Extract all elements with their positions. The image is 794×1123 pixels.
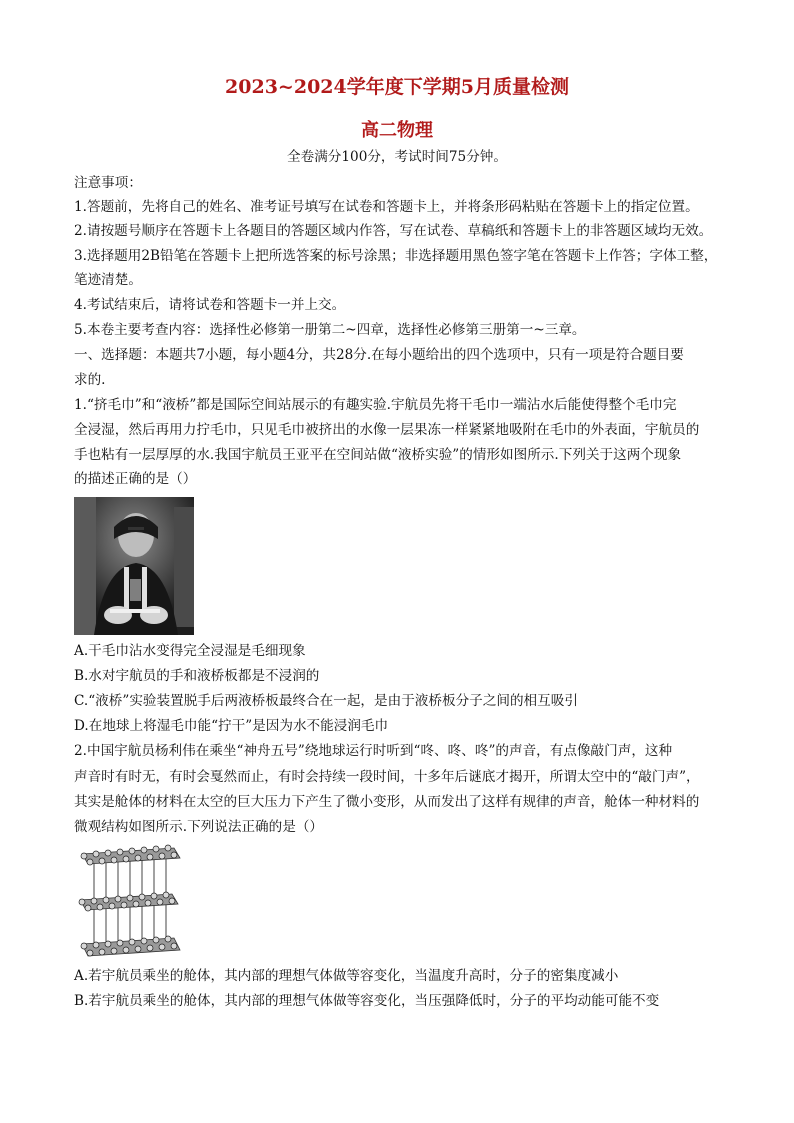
note-item-1: 1.答题前，先将自己的姓名、准考证号填写在试卷和答题卡上，并将条形码粘贴在答题卡上的指定位置。 xyxy=(74,199,699,215)
crystal-lattice-diagram xyxy=(74,842,186,960)
exam-title: 2023~2024学年度下学期5月质量检测 xyxy=(225,76,569,98)
section-1-instructions-cont: 求的. xyxy=(74,372,106,388)
note-item-4: 4.考试结束后，请将试卷和答题卡一并上交。 xyxy=(74,297,346,313)
notes-heading: 注意事项： xyxy=(74,175,142,191)
question-1-option-c: C.“液桥”实验装置脱手后两液桥板最终合在一起，是由于液桥板分子之间的相互吸引 xyxy=(74,693,578,709)
note-item-3-line1: 3.选择题用2B铅笔在答题卡上把所选答案的标号涂黑；非选择题用黑色签字笔在答题卡上作答；字体工整， xyxy=(74,248,718,264)
question-2-option-b: B.若宇航员乘坐的舱体，其内部的理想气体做等容变化，当压强降低时，分子的平均动能可能不变 xyxy=(74,993,660,1009)
question-2-stem-line4: 微观结构如图所示.下列说法正确的是（） xyxy=(74,819,324,835)
exam-info: 全卷满分100分，考试时间75分钟。 xyxy=(287,149,507,165)
note-item-5: 5.本卷主要考查内容：选择性必修第一册第二~四章，选择性必修第三册第一~三章。 xyxy=(74,322,586,338)
note-item-2: 2.请按题号顺序在答题卡上各题目的答题区域内作答，写在试卷、草稿纸和答题卡上的非答题区域均无效。 xyxy=(74,223,713,239)
question-1-stem-line4: 的描述正确的是（） xyxy=(74,471,197,487)
question-1-option-a: A.干毛巾沾水变得完全浸湿是毛细现象 xyxy=(74,643,306,659)
question-2-stem-line2: 声音时有时无，有时会戛然而止，有时会持续一段时间，十多年后谜底才揭开，所谓太空中的“敲门声”， xyxy=(74,769,700,785)
question-1-stem-line2: 全浸湿，然后再用力拧毛巾，只见毛巾被挤出的水像一层果冻一样紧紧地吸附在毛巾的外表面，宇航员的 xyxy=(74,422,700,438)
question-2-stem-line3: 其实是舱体的材料在太空的巨大压力下产生了微小变形，从而发出了这样有规律的声音，舱体一种材料的 xyxy=(74,794,700,810)
question-1-option-d: D.在地球上将湿毛巾能“拧干”是因为水不能浸润毛巾 xyxy=(74,718,389,734)
section-1-instructions: 一、选择题：本题共7小题，每小题4分，共28分.在每小题给出的四个选项中，只有一项是符合题目要 xyxy=(74,347,684,363)
liquid-bridge-photo xyxy=(74,497,194,635)
exam-subject: 高二物理 xyxy=(361,120,433,141)
question-2-option-a: A.若宇航员乘坐的舱体，其内部的理想气体做等容变化，当温度升高时，分子的密集度减小 xyxy=(74,968,619,984)
note-item-3-line2: 笔迹清楚。 xyxy=(74,272,142,288)
question-1-stem-line1: 1.“挤毛巾”和“液桥”都是国际空间站展示的有趣实验.宇航员先将干毛巾一端沾水后能使得整个毛巾完 xyxy=(74,397,677,413)
question-1-stem-line3: 手也粘有一层厚厚的水.我国宇航员王亚平在空间站做“液桥实验”的情形如图所示.下列关于这两个现象 xyxy=(74,447,682,463)
question-2-stem-line1: 2.中国宇航员杨利伟在乘坐“神舟五号”绕地球运行时听到“咚、咚、咚”的声音，有点像敲门声，这种 xyxy=(74,743,673,759)
question-1-option-b: B.水对宇航员的手和液桥板都是不浸润的 xyxy=(74,668,320,684)
